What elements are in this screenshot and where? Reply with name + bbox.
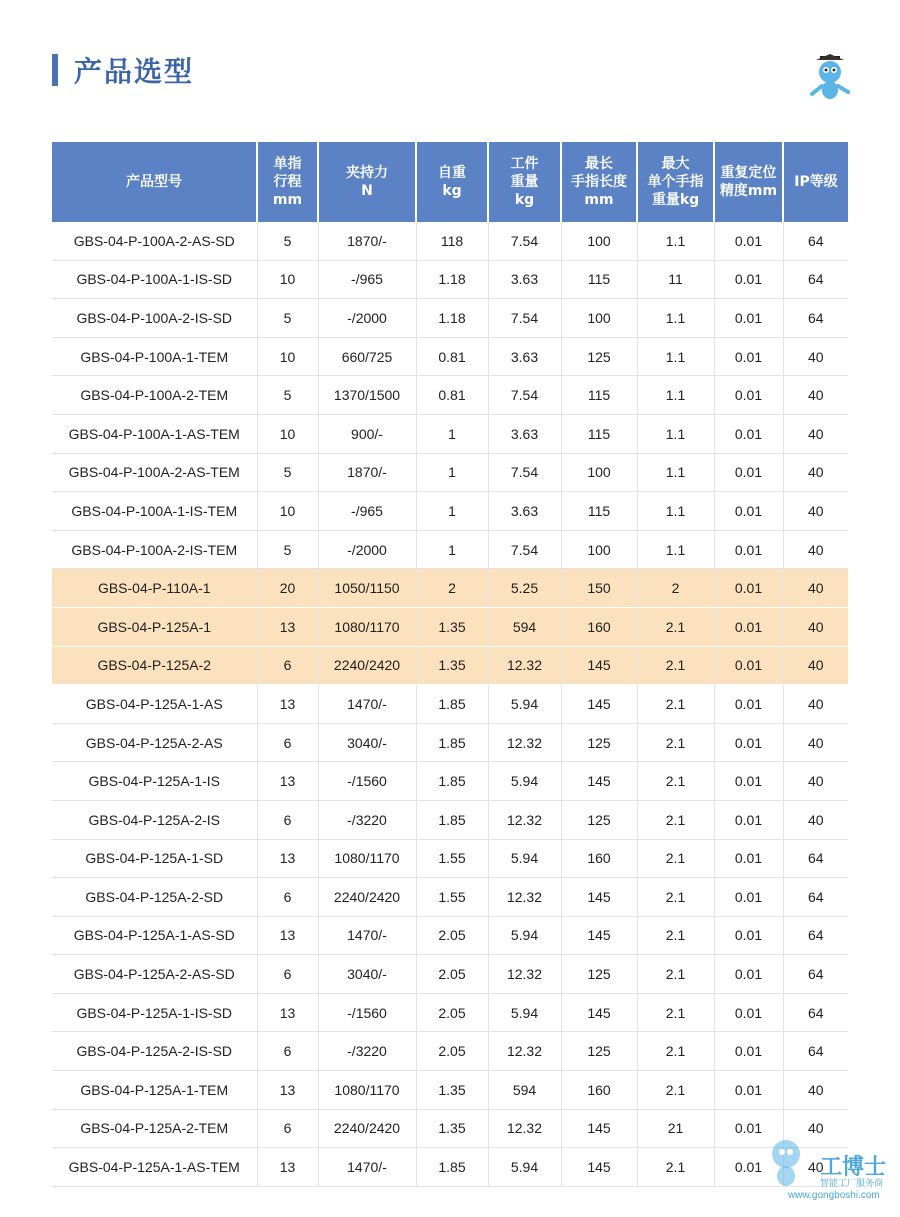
table-row bbox=[52, 569, 848, 608]
table-cell: 13 bbox=[257, 1071, 318, 1110]
table-cell: GBS-04-P-125A-2-IS-SD bbox=[52, 1032, 257, 1071]
table-cell: 0.01 bbox=[714, 299, 783, 338]
table-cell: 145 bbox=[561, 646, 637, 685]
table-cell: 0.01 bbox=[714, 685, 783, 724]
table-cell: 5 bbox=[257, 299, 318, 338]
table-row bbox=[52, 839, 848, 878]
table-cell: 0.01 bbox=[714, 762, 783, 801]
table-cell: 145 bbox=[561, 1148, 637, 1187]
table-cell: 1050/1150 bbox=[318, 569, 416, 608]
table-cell: 10 bbox=[257, 337, 318, 376]
table-cell: 2 bbox=[416, 569, 488, 608]
table-cell: 1.85 bbox=[416, 1148, 488, 1187]
table-cell: 3040/- bbox=[318, 723, 416, 762]
table-cell: 40 bbox=[783, 414, 848, 453]
table-cell: 1.85 bbox=[416, 762, 488, 801]
table-row bbox=[52, 878, 848, 917]
table-header-row bbox=[52, 142, 848, 222]
table-cell: 115 bbox=[561, 376, 637, 415]
table-cell: GBS-04-P-125A-1-AS-TEM bbox=[52, 1148, 257, 1187]
table-cell: 1.35 bbox=[416, 607, 488, 646]
table-cell: 1.85 bbox=[416, 723, 488, 762]
table-cell: GBS-04-P-125A-2-AS-SD bbox=[52, 955, 257, 994]
table-cell: 1470/- bbox=[318, 685, 416, 724]
table-cell: GBS-04-P-100A-1-IS-SD bbox=[52, 260, 257, 299]
table-cell: GBS-04-P-100A-2-AS-TEM bbox=[52, 453, 257, 492]
table-cell: 6 bbox=[257, 646, 318, 685]
table-cell: 40 bbox=[783, 800, 848, 839]
watermark-subtitle: 智能工厂服务商 bbox=[820, 1179, 884, 1189]
table-cell: 11 bbox=[637, 260, 714, 299]
table-cell: 5.94 bbox=[488, 839, 561, 878]
table-cell: 64 bbox=[783, 955, 848, 994]
table-cell: -/2000 bbox=[318, 299, 416, 338]
table-cell: 2240/2420 bbox=[318, 1109, 416, 1148]
table-cell: 64 bbox=[783, 260, 848, 299]
table-cell: 64 bbox=[783, 299, 848, 338]
table-row bbox=[52, 1032, 848, 1071]
table-cell: 40 bbox=[783, 607, 848, 646]
column-header: 自重 kg bbox=[416, 142, 488, 222]
column-header: 最大 单个手指 重量kg bbox=[637, 142, 714, 222]
table-cell: 0.81 bbox=[416, 376, 488, 415]
table-cell: 2.05 bbox=[416, 1032, 488, 1071]
table-cell: 64 bbox=[783, 1032, 848, 1071]
table-cell: 2.05 bbox=[416, 916, 488, 955]
table-cell: 0.01 bbox=[714, 530, 783, 569]
table-cell: 0.01 bbox=[714, 723, 783, 762]
column-header: 工件 重量 kg bbox=[488, 142, 561, 222]
table-cell: 6 bbox=[257, 723, 318, 762]
table-cell: 64 bbox=[783, 222, 848, 260]
table-cell: 100 bbox=[561, 222, 637, 260]
table-cell: 160 bbox=[561, 1071, 637, 1110]
table-cell: 13 bbox=[257, 916, 318, 955]
table-cell: 1.1 bbox=[637, 453, 714, 492]
product-selection-table bbox=[52, 142, 848, 1187]
table-cell: 2.1 bbox=[637, 1071, 714, 1110]
table-cell: 125 bbox=[561, 337, 637, 376]
table-cell: 5 bbox=[257, 453, 318, 492]
table-cell: 0.01 bbox=[714, 916, 783, 955]
table-cell: 1 bbox=[416, 414, 488, 453]
table-cell: GBS-04-P-125A-2-SD bbox=[52, 878, 257, 917]
table-cell: 0.01 bbox=[714, 260, 783, 299]
table-cell: 1370/1500 bbox=[318, 376, 416, 415]
table-row bbox=[52, 800, 848, 839]
table-cell: 900/- bbox=[318, 414, 416, 453]
table-cell: 0.01 bbox=[714, 569, 783, 608]
table-cell: 0.81 bbox=[416, 337, 488, 376]
table-cell: GBS-04-P-125A-1-IS-SD bbox=[52, 993, 257, 1032]
table-row bbox=[52, 993, 848, 1032]
table-cell: 21 bbox=[637, 1109, 714, 1148]
table-cell: GBS-04-P-125A-1-AS-SD bbox=[52, 916, 257, 955]
table-row bbox=[52, 1071, 848, 1110]
mascot-icon bbox=[806, 54, 854, 102]
table-row bbox=[52, 646, 848, 685]
table-cell: 2.1 bbox=[637, 800, 714, 839]
table-cell: 6 bbox=[257, 800, 318, 839]
column-header: IP等级 bbox=[783, 142, 848, 222]
table-cell: 0.01 bbox=[714, 1071, 783, 1110]
table-cell: 40 bbox=[783, 1071, 848, 1110]
table-cell: 0.01 bbox=[714, 993, 783, 1032]
table-cell: 0.01 bbox=[714, 800, 783, 839]
table-cell: 1.55 bbox=[416, 878, 488, 917]
table-cell: 12.32 bbox=[488, 1109, 561, 1148]
table-cell: 12.32 bbox=[488, 800, 561, 839]
table-cell: 40 bbox=[783, 762, 848, 801]
table-cell: 115 bbox=[561, 492, 637, 531]
table-cell: 40 bbox=[783, 1148, 848, 1187]
table-cell: 7.54 bbox=[488, 299, 561, 338]
table-row bbox=[52, 492, 848, 531]
table-cell: 2.1 bbox=[637, 839, 714, 878]
column-header: 重复定位 精度mm bbox=[714, 142, 783, 222]
table-cell: GBS-04-P-125A-1-AS bbox=[52, 685, 257, 724]
table-cell: 10 bbox=[257, 260, 318, 299]
table-cell: 10 bbox=[257, 414, 318, 453]
table-cell: 5.94 bbox=[488, 993, 561, 1032]
table-cell: 1.18 bbox=[416, 260, 488, 299]
table-cell: 125 bbox=[561, 955, 637, 994]
table-cell: 5.94 bbox=[488, 1148, 561, 1187]
table-cell: 40 bbox=[783, 337, 848, 376]
table-row bbox=[52, 299, 848, 338]
table-cell: 2.1 bbox=[637, 955, 714, 994]
table-cell: 7.54 bbox=[488, 376, 561, 415]
table-cell: GBS-04-P-100A-2-IS-TEM bbox=[52, 530, 257, 569]
table-cell: 100 bbox=[561, 530, 637, 569]
table-cell: 160 bbox=[561, 839, 637, 878]
table-cell: 40 bbox=[783, 685, 848, 724]
table-cell: 1.1 bbox=[637, 414, 714, 453]
table-cell: 40 bbox=[783, 376, 848, 415]
table-cell: 1.1 bbox=[637, 376, 714, 415]
table-cell: GBS-04-P-100A-1-TEM bbox=[52, 337, 257, 376]
table-cell: 40 bbox=[783, 723, 848, 762]
table-cell: 3040/- bbox=[318, 955, 416, 994]
table-cell: 0.01 bbox=[714, 1148, 783, 1187]
table-cell: 40 bbox=[783, 1109, 848, 1148]
table-cell: 1.1 bbox=[637, 222, 714, 260]
table-cell: 12.32 bbox=[488, 723, 561, 762]
table-cell: 2.05 bbox=[416, 955, 488, 994]
table-row bbox=[52, 453, 848, 492]
table-cell: 0.01 bbox=[714, 607, 783, 646]
table-cell: 64 bbox=[783, 878, 848, 917]
table-cell: 40 bbox=[783, 569, 848, 608]
table-cell: GBS-04-P-125A-1-SD bbox=[52, 839, 257, 878]
table-cell: 5.94 bbox=[488, 685, 561, 724]
table-cell: 1.35 bbox=[416, 1071, 488, 1110]
table-row bbox=[52, 376, 848, 415]
table-cell: 5 bbox=[257, 530, 318, 569]
table-cell: 160 bbox=[561, 607, 637, 646]
table-cell: 1.55 bbox=[416, 839, 488, 878]
watermark-url: www.gongboshi.com bbox=[788, 1190, 880, 1201]
table-cell: 2.1 bbox=[637, 607, 714, 646]
page-title-block bbox=[52, 52, 194, 88]
table-cell: 20 bbox=[257, 569, 318, 608]
table-row bbox=[52, 685, 848, 724]
table-cell: 1080/1170 bbox=[318, 1071, 416, 1110]
table-cell: 1.18 bbox=[416, 299, 488, 338]
table-cell: 100 bbox=[561, 299, 637, 338]
table-cell: GBS-04-P-100A-2-IS-SD bbox=[52, 299, 257, 338]
watermark-name: 工博士 bbox=[820, 1155, 887, 1180]
table-cell: 2.1 bbox=[637, 685, 714, 724]
table-cell: -/2000 bbox=[318, 530, 416, 569]
table-cell: GBS-04-P-110A-1 bbox=[52, 569, 257, 608]
table-cell: 1.35 bbox=[416, 646, 488, 685]
table-cell: 1.35 bbox=[416, 1109, 488, 1148]
table-cell: 0.01 bbox=[714, 414, 783, 453]
table-cell: 0.01 bbox=[714, 376, 783, 415]
table-cell: -/1560 bbox=[318, 762, 416, 801]
table-cell: 1.85 bbox=[416, 800, 488, 839]
table-cell: 2.1 bbox=[637, 723, 714, 762]
table-cell: 2240/2420 bbox=[318, 646, 416, 685]
table-cell: 2 bbox=[637, 569, 714, 608]
table-cell: 2.05 bbox=[416, 993, 488, 1032]
table-cell: 5 bbox=[257, 222, 318, 260]
table-cell: GBS-04-P-125A-2 bbox=[52, 646, 257, 685]
table-cell: 6 bbox=[257, 1032, 318, 1071]
page-title: 产品选型 bbox=[74, 55, 195, 88]
table-cell: 1 bbox=[416, 530, 488, 569]
table-cell: 5.94 bbox=[488, 916, 561, 955]
table-cell: 6 bbox=[257, 955, 318, 994]
table-cell: 12.32 bbox=[488, 646, 561, 685]
table-cell: 145 bbox=[561, 916, 637, 955]
column-header: 产品型号 bbox=[52, 142, 257, 222]
table-cell: 3.63 bbox=[488, 414, 561, 453]
table-cell: GBS-04-P-125A-1 bbox=[52, 607, 257, 646]
table-cell: 594 bbox=[488, 607, 561, 646]
table-row bbox=[52, 260, 848, 299]
table-cell: 5.94 bbox=[488, 762, 561, 801]
table-cell: 1470/- bbox=[318, 1148, 416, 1187]
table-cell: 125 bbox=[561, 723, 637, 762]
table-cell: -/1560 bbox=[318, 993, 416, 1032]
table-cell: 0.01 bbox=[714, 1032, 783, 1071]
table-cell: 1870/- bbox=[318, 222, 416, 260]
table-cell: 2240/2420 bbox=[318, 878, 416, 917]
table-cell: 10 bbox=[257, 492, 318, 531]
table-cell: GBS-04-P-100A-2-TEM bbox=[52, 376, 257, 415]
table-cell: 6 bbox=[257, 878, 318, 917]
table-cell: 40 bbox=[783, 530, 848, 569]
table-row bbox=[52, 607, 848, 646]
table-cell: 3.63 bbox=[488, 337, 561, 376]
table-cell: GBS-04-P-125A-2-AS bbox=[52, 723, 257, 762]
table-cell: 0.01 bbox=[714, 839, 783, 878]
table-cell: 13 bbox=[257, 839, 318, 878]
table-cell: 0.01 bbox=[714, 878, 783, 917]
table-row bbox=[52, 337, 848, 376]
table-row bbox=[52, 762, 848, 801]
table-cell: 7.54 bbox=[488, 453, 561, 492]
table-cell: 13 bbox=[257, 993, 318, 1032]
table-cell: 3.63 bbox=[488, 260, 561, 299]
table-cell: 115 bbox=[561, 260, 637, 299]
table-cell: 13 bbox=[257, 762, 318, 801]
table-cell: 1.1 bbox=[637, 530, 714, 569]
table-cell: 0.01 bbox=[714, 955, 783, 994]
table-cell: 40 bbox=[783, 453, 848, 492]
table-cell: 145 bbox=[561, 762, 637, 801]
table-cell: 0.01 bbox=[714, 222, 783, 260]
table-cell: 40 bbox=[783, 646, 848, 685]
table-cell: 0.01 bbox=[714, 646, 783, 685]
table-cell: GBS-04-P-100A-1-IS-TEM bbox=[52, 492, 257, 531]
table-cell: 0.01 bbox=[714, 1109, 783, 1148]
table-cell: 2.1 bbox=[637, 878, 714, 917]
table-cell: 7.54 bbox=[488, 222, 561, 260]
table-cell: 145 bbox=[561, 993, 637, 1032]
table-cell: GBS-04-P-100A-2-AS-SD bbox=[52, 222, 257, 260]
table-cell: 2.1 bbox=[637, 762, 714, 801]
table-cell: 6 bbox=[257, 1109, 318, 1148]
table-cell: 1080/1170 bbox=[318, 839, 416, 878]
table-cell: GBS-04-P-100A-1-AS-TEM bbox=[52, 414, 257, 453]
table-cell: 3.63 bbox=[488, 492, 561, 531]
table-row bbox=[52, 222, 848, 260]
table-cell: 145 bbox=[561, 878, 637, 917]
table-cell: 12.32 bbox=[488, 1032, 561, 1071]
title-accent-bar bbox=[52, 54, 58, 86]
table-cell: 1.1 bbox=[637, 492, 714, 531]
table-cell: 0.01 bbox=[714, 492, 783, 531]
table-cell: 115 bbox=[561, 414, 637, 453]
table-cell: 125 bbox=[561, 1032, 637, 1071]
table-row bbox=[52, 916, 848, 955]
table-row bbox=[52, 414, 848, 453]
table-row bbox=[52, 723, 848, 762]
table-cell: 40 bbox=[783, 492, 848, 531]
table-cell: 145 bbox=[561, 685, 637, 724]
column-header: 最长 手指长度 mm bbox=[561, 142, 637, 222]
table-cell: GBS-04-P-125A-2-IS bbox=[52, 800, 257, 839]
table-cell: 1 bbox=[416, 492, 488, 531]
table-cell: 2.1 bbox=[637, 1032, 714, 1071]
table-cell: 5.25 bbox=[488, 569, 561, 608]
table-cell: 1870/- bbox=[318, 453, 416, 492]
table-cell: 13 bbox=[257, 685, 318, 724]
column-header: 单指 行程 mm bbox=[257, 142, 318, 222]
table-cell: -/3220 bbox=[318, 1032, 416, 1071]
table-row bbox=[52, 1148, 848, 1187]
table-cell: 1.85 bbox=[416, 685, 488, 724]
table-cell: 2.1 bbox=[637, 646, 714, 685]
table-cell: 64 bbox=[783, 839, 848, 878]
table-cell: 594 bbox=[488, 1071, 561, 1110]
table-cell: 150 bbox=[561, 569, 637, 608]
table-cell: 0.01 bbox=[714, 337, 783, 376]
table-cell: 64 bbox=[783, 916, 848, 955]
table-cell: 12.32 bbox=[488, 878, 561, 917]
table-cell: 1 bbox=[416, 453, 488, 492]
table-row bbox=[52, 1109, 848, 1148]
table-cell: -/965 bbox=[318, 260, 416, 299]
table-cell: -/965 bbox=[318, 492, 416, 531]
table-cell: GBS-04-P-125A-1-TEM bbox=[52, 1071, 257, 1110]
table-cell: 0.01 bbox=[714, 453, 783, 492]
table-cell: 1080/1170 bbox=[318, 607, 416, 646]
table-cell: 13 bbox=[257, 607, 318, 646]
table-cell: 2.1 bbox=[637, 1148, 714, 1187]
table-row bbox=[52, 955, 848, 994]
table-cell: 1470/- bbox=[318, 916, 416, 955]
table-cell: 1.1 bbox=[637, 299, 714, 338]
table-cell: 13 bbox=[257, 1148, 318, 1187]
table-cell: 145 bbox=[561, 1109, 637, 1148]
table-cell: 100 bbox=[561, 453, 637, 492]
table-cell: 7.54 bbox=[488, 530, 561, 569]
table-row bbox=[52, 530, 848, 569]
table-cell: GBS-04-P-125A-1-IS bbox=[52, 762, 257, 801]
table-cell: 64 bbox=[783, 993, 848, 1032]
column-header: 夹持力 N bbox=[318, 142, 416, 222]
table-cell: 2.1 bbox=[637, 993, 714, 1032]
table-cell: 12.32 bbox=[488, 955, 561, 994]
table-cell: -/3220 bbox=[318, 800, 416, 839]
table-cell: 5 bbox=[257, 376, 318, 415]
table-cell: 118 bbox=[416, 222, 488, 260]
table-cell: 1.1 bbox=[637, 337, 714, 376]
table-cell: GBS-04-P-125A-2-TEM bbox=[52, 1109, 257, 1148]
table-cell: 660/725 bbox=[318, 337, 416, 376]
table-cell: 125 bbox=[561, 800, 637, 839]
table-cell: 2.1 bbox=[637, 916, 714, 955]
